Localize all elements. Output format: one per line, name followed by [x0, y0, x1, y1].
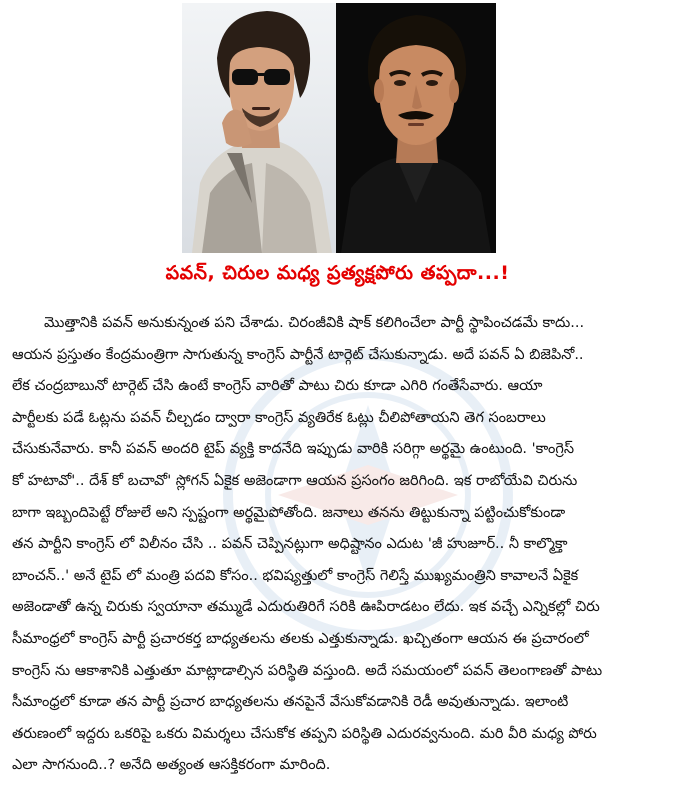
article-line: అజెండాతో ఉన్న చిరుకు స్వయానా తమ్ముడే ఎదురుతిరిగే సరికి ఊపిరాడటం లేదు. ఇక వచ్చే ఎన్నికల్లో చిరు: [12, 599, 600, 616]
article-line: బాగా ఇబ్బందిపెట్టే రోజులే అని స్పష్టంగా అర్థమైపోతోంది. జనాలు తనను తిట్టుకున్నా పట్టించుకోకుండా: [12, 504, 566, 521]
photo-chiranjeevi: [336, 3, 496, 253]
article-body: [12, 308, 667, 782]
article-line: చేసుకునేవారు. కానీ పవన్ అందరి టైప్ వ్యక్తి కాదనేది ఇప్పుడు వారికి సరిగ్గా అర్థమై ఉంటుంది. 'కాంగ్రెస్: [12, 441, 575, 458]
article-line: బాంచన్..' అనే టైప్ లో మంత్రి పదవి కోసం.. భవిష్యత్తులో కాంగ్రెస్ గెలిస్తే ముఖ్యమంత్రిని కావాలనే ఏకైక: [12, 567, 579, 584]
article-line: ఆయన ప్రస్తుతం కేంద్రమంత్రిగా సాగుతున్న కాంగ్రెస్ పార్టీనే టార్గెట్ చేసుకున్నాడు. అదే పవన్ ఏ బిజెపినో..: [12, 346, 584, 363]
article-line: తరుణంలో ఇద్దరు ఒకరిపై ఒకరు విమర్శలు చేసుకోక తప్పని పరిస్థితి ఎదురవ్వనుంది. మరి వీరి మధ్య పోరు: [12, 725, 597, 742]
article-line: కాంగ్రెస్ ను ఆకాశానికి ఎత్తుతూ మాట్లాడాల్సిన పరిస్థితి వస్తుంది. అదే సమయంలో పవన్ తెలంగాణతో పాటు: [12, 662, 603, 679]
article-line: సీమాంధ్రలో కూడా తన పార్టీ ప్రచార బాధ్యతలను తనపైనే వేసుకోవడానికి రెడీ అవుతున్నాడు. ఇలాంటి: [12, 694, 569, 711]
article-line: సీమాంధ్రలో కాంగ్రెస్ పార్టీ ప్రచారకర్త బాధ్యతలను తలకు ఎత్తుకున్నాడు. ఖచ్చితంగా ఆయన ఈ ప్రచారంలో: [12, 630, 589, 647]
article-line: తన పార్టీని కాంగ్రెస్ లో విలీనం చేసి .. పవన్ చెప్పినట్లుగా అధిష్టానం ఎదుట 'జీ హుజూర్.. నీ కాల్మొక్తా: [12, 536, 568, 553]
article-line: కో హటావో'.. దేశ్ కో బచావో' స్లోగన్ ఏకైక అజెండాగా ఆయన ప్రసంగం జరిగింది. ఇక రాబోయేవి చిరును: [12, 472, 578, 489]
article-line: ఎలా సాగనుంది..? అనేది అత్యంత ఆసక్తికరంగా మారింది.: [12, 757, 331, 774]
article-line: లేక చంద్రబాబునో టార్గెట్ చేసి ఉంటే కాంగ్రెస్ వారితో పాటు చిరు కూడా ఎగిరి గంతేసేవారు. ఆయా: [12, 378, 543, 395]
article-headline: పవన్, చిరుల మధ్య ప్రత్యక్షపోరు తప్పదా...!: [165, 262, 510, 284]
article-line: పార్టీలకు పడే ఓట్లను పవన్ చీల్చడం ద్వారా కాంగ్రెస్ వ్యతిరేక ఓట్లు చీలిపోతాయని తెగ సంబరాలు: [12, 409, 546, 426]
article-line: మొత్తానికి పవన్ అనుకున్నంత పని చేశాడు. చిరంజీవికి షాక్ కలిగించేలా పార్టీ స్థాపించడమే కాదు...: [44, 315, 585, 331]
photo-pawan: [182, 3, 336, 253]
